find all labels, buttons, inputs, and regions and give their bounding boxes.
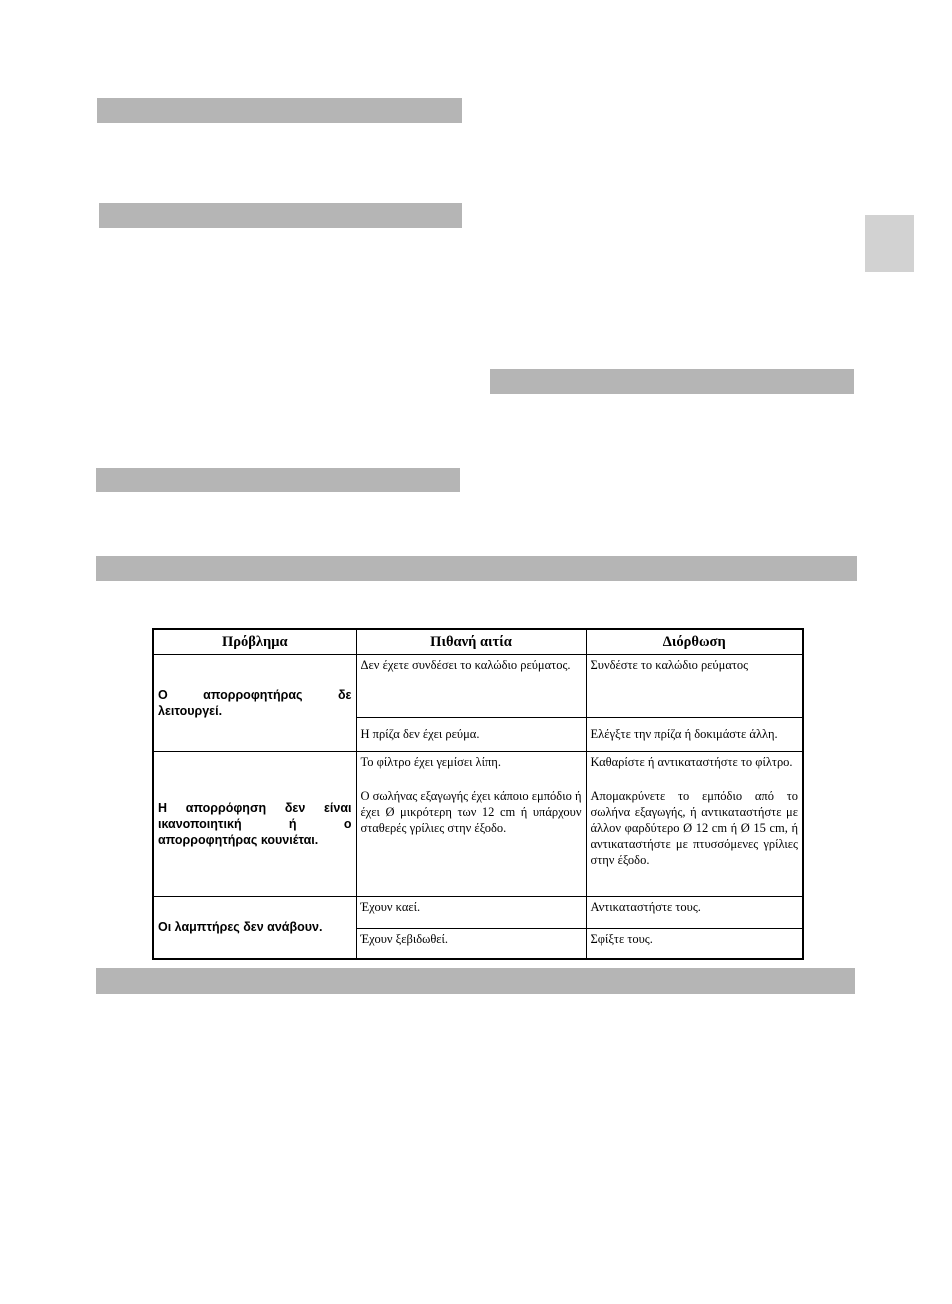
cause-text: Ο σωλήνας εξαγωγής έχει κάποιο εμπόδιο ή έχει Ø μικρότερη των 12 cm ή υπάρχουν σταθερές γρίλιες στην έξοδο.	[360, 788, 582, 835]
header-problem: Πρόβλημα	[153, 629, 356, 655]
problem-cell: Ο απορροφητήρας δε λειτουργεί.	[153, 655, 356, 752]
header-fix: Διόρθωση	[586, 629, 803, 655]
table-row	[153, 655, 803, 718]
section-header-bar-2	[99, 203, 462, 228]
section-header-bar-6	[96, 968, 855, 994]
problem-cell: Η απορρόφηση δεν είναι ικανοποιητική ή ο απορροφητήρας κουνιέται.	[153, 751, 356, 896]
troubleshooting-table	[152, 628, 804, 960]
fix-cell	[586, 751, 803, 896]
cause-cell: Η πρίζα δεν έχει ρεύμα.	[356, 717, 586, 751]
problem-cell: Οι λαμπτήρες δεν ανάβουν.	[153, 896, 356, 959]
section-header-bar-4	[96, 468, 460, 492]
cause-cell	[356, 751, 586, 896]
cause-cell: Έχουν ξεβιδωθεί.	[356, 929, 586, 959]
section-header-bar-5	[96, 556, 857, 581]
fix-cell: Σφίξτε τους.	[586, 929, 803, 959]
language-side-tab	[865, 215, 914, 272]
section-header-bar-3	[490, 369, 854, 394]
table-row	[153, 896, 803, 928]
fix-cell: Ελέγξτε την πρίζα ή δοκιμάστε άλλη.	[586, 717, 803, 751]
fix-cell: Συνδέστε το καλώδιο ρεύματος	[586, 655, 803, 718]
table-row	[153, 751, 803, 896]
section-header-bar-1	[97, 98, 462, 123]
fix-cell: Αντικαταστήστε τους.	[586, 896, 803, 928]
cause-cell: Δεν έχετε συνδέσει το καλώδιο ρεύματος.	[356, 655, 586, 718]
fix-text: Απομακρύνετε το εμπόδιο από το σωλήνα εξαγωγής, ή αντικαταστήστε με άλλον φαρδύτερο Ø 12 cm ή Ø 15 cm, ή αντικαταστήστε με πτυσσόμενες γρίλιες στην έξοδο.	[590, 788, 798, 867]
cause-text: Το φίλτρο έχει γεμίσει λίπη.	[360, 754, 501, 769]
table-header-row	[153, 629, 803, 655]
header-cause: Πιθανή αιτία	[356, 629, 586, 655]
cause-cell: Έχουν καεί.	[356, 896, 586, 928]
fix-text: Καθαρίστε ή αντικαταστήστε το φίλτρο.	[590, 754, 793, 769]
